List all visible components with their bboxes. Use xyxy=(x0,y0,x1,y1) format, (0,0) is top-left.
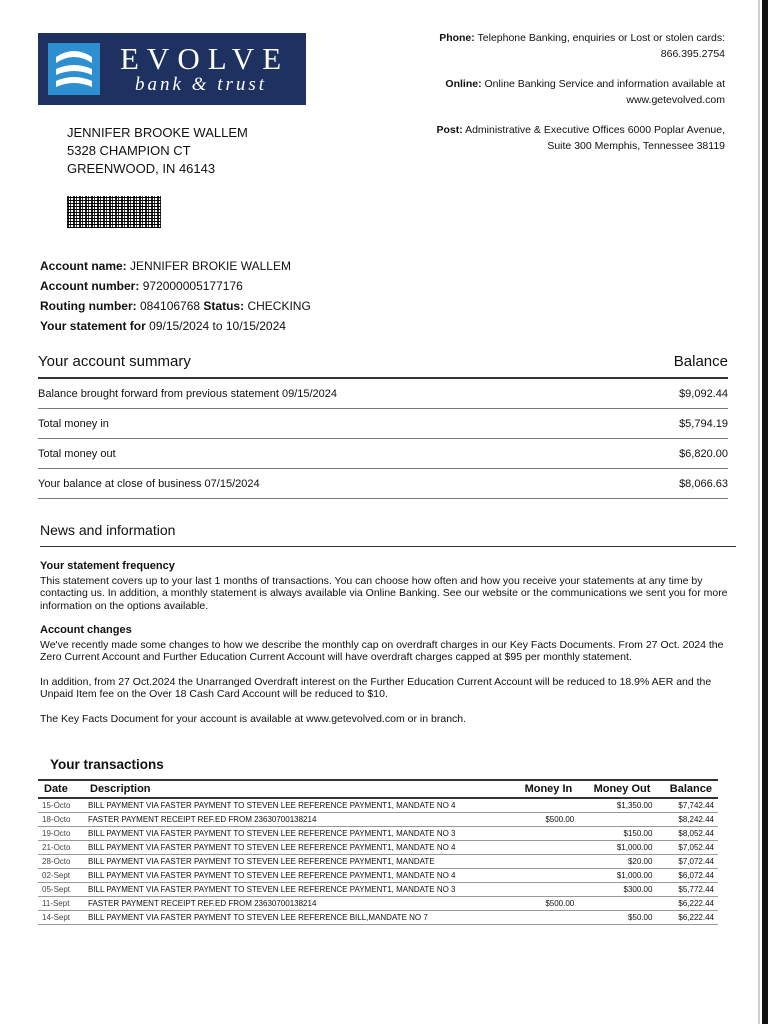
wave-logo-icon xyxy=(48,43,100,95)
tx-description: FASTER PAYMENT RECEIPT REF.ED FROM 23630700138214 xyxy=(84,897,510,911)
tx-description: BILL PAYMENT VIA FASTER PAYMENT TO STEVEN LEE REFERENCE PAYMENT1, MANDATE NO 4 xyxy=(84,841,510,855)
changes-heading: Account changes xyxy=(40,624,132,636)
account-details xyxy=(40,256,311,336)
col-money-in: Money In xyxy=(510,780,578,798)
tx-money-in xyxy=(510,798,578,813)
contact-block xyxy=(425,30,725,168)
tx-money-out: $1,000.00 xyxy=(578,869,656,883)
tx-money-in xyxy=(510,841,578,855)
account-summary xyxy=(38,345,728,499)
statement-period: 09/15/2024 to 10/15/2024 xyxy=(149,319,286,333)
tx-money-in xyxy=(510,911,578,925)
account-name: JENNIFER BROKIE WALLEM xyxy=(130,259,291,273)
account-number: 972000005177176 xyxy=(142,279,243,293)
tx-balance: $7,052.44 xyxy=(656,841,718,855)
tx-description: BILL PAYMENT VIA FASTER PAYMENT TO STEVEN LEE REFERENCE PAYMENT1, MANDATE NO 3 xyxy=(84,883,510,897)
summary-row xyxy=(38,379,728,409)
tx-date: 15-Octo xyxy=(38,798,84,813)
tx-balance: $7,742.44 xyxy=(656,798,718,813)
phone-text: Telephone Banking, enquiries or Lost or stolen cards: 866.395.2754 xyxy=(477,32,725,60)
summary-value: $5,794.19 xyxy=(679,417,728,430)
tx-balance: $6,072.44 xyxy=(656,869,718,883)
bank-subtitle: bank & trust xyxy=(135,74,268,95)
tx-balance: $8,242.44 xyxy=(656,813,718,827)
table-row xyxy=(38,855,718,869)
table-row xyxy=(38,883,718,897)
table-row xyxy=(38,813,718,827)
tx-balance: $8,052.44 xyxy=(656,827,718,841)
col-description: Description xyxy=(84,780,510,798)
tx-date: 11-Sept xyxy=(38,897,84,911)
tx-money-out: $1,000.00 xyxy=(578,841,656,855)
tx-balance: $5,772.44 xyxy=(656,883,718,897)
changes-paragraph: We've recently made some changes to how we describe the monthly cap on overdraft charges in our Key Facts Documents. From 27 Oct. 2024 the Zero Current Account and Further Education Current Account will have overdraft charges capped at $95 per monthly statement. xyxy=(40,638,724,663)
tx-money-in xyxy=(510,869,578,883)
post-label: Post: xyxy=(436,124,463,136)
tx-money-in: $500.00 xyxy=(510,897,578,911)
summary-label: Total money in xyxy=(38,417,109,430)
phone-label: Phone: xyxy=(439,32,475,44)
tx-money-out xyxy=(578,897,656,911)
summary-row xyxy=(38,409,728,439)
frequency-heading: Your statement frequency xyxy=(40,560,175,572)
summary-value: $8,066.63 xyxy=(679,477,728,490)
tx-money-in xyxy=(510,883,578,897)
tx-description: BILL PAYMENT VIA FASTER PAYMENT TO STEVEN LEE REFERENCE PAYMENT1, MANDATE xyxy=(84,855,510,869)
col-balance: Balance xyxy=(656,780,718,798)
tx-money-out: $300.00 xyxy=(578,883,656,897)
tx-balance: $6,222.44 xyxy=(656,911,718,925)
tx-money-in xyxy=(510,855,578,869)
tx-balance: $6,222.44 xyxy=(656,897,718,911)
tx-money-out: $1,350.00 xyxy=(578,798,656,813)
account-status: CHECKING xyxy=(247,299,311,313)
summary-label: Your balance at close of business 07/15/2024 xyxy=(38,477,260,490)
barcode-image xyxy=(67,196,161,228)
transactions-header-row xyxy=(38,780,718,798)
tx-date: 28-Octo xyxy=(38,855,84,869)
col-money-out: Money Out xyxy=(578,780,656,798)
tx-description: BILL PAYMENT VIA FASTER PAYMENT TO STEVEN LEE REFERENCE PAYMENT1, MANDATE NO 3 xyxy=(84,827,510,841)
routing-label: Routing number: xyxy=(40,299,137,313)
changes-paragraph: The Key Facts Document for your account is available at www.getevolved.com or in branch. xyxy=(40,712,467,725)
scan-edge-shadow xyxy=(758,0,760,1024)
tx-money-out: $150.00 xyxy=(578,827,656,841)
routing-number: 084106768 xyxy=(140,299,201,313)
account-number-label: Account number: xyxy=(40,279,140,293)
table-row xyxy=(38,841,718,855)
bank-name: EVOLVE xyxy=(120,41,290,76)
tx-money-in xyxy=(510,827,578,841)
tx-date: 21-Octo xyxy=(38,841,84,855)
online-label: Online: xyxy=(445,78,482,90)
address-line: 5328 CHAMPION CT xyxy=(67,143,191,158)
col-date: Date xyxy=(38,780,84,798)
tx-description: BILL PAYMENT VIA FASTER PAYMENT TO STEVEN LEE REFERENCE PAYMENT1, MANDATE NO 4 xyxy=(84,869,510,883)
tx-money-out xyxy=(578,813,656,827)
address-line: JENNIFER BROOKE WALLEM xyxy=(67,125,248,140)
tx-date: 02-Sept xyxy=(38,869,84,883)
summary-label: Total money out xyxy=(38,447,116,460)
scan-edge xyxy=(762,0,768,1024)
summary-row xyxy=(38,469,728,499)
tx-date: 18-Octo xyxy=(38,813,84,827)
status-label: Status: xyxy=(203,299,245,313)
table-row xyxy=(38,869,718,883)
post-text: Administrative & Executive Offices 6000 Poplar Avenue, Suite 300 Memphis, Tennessee 38119 xyxy=(465,124,725,152)
tx-date: 19-Octo xyxy=(38,827,84,841)
summary-balance-header: Balance xyxy=(673,352,728,370)
transactions-table xyxy=(38,779,718,925)
table-row xyxy=(38,827,718,841)
tx-money-in: $500.00 xyxy=(510,813,578,827)
tx-money-out: $50.00 xyxy=(578,911,656,925)
account-name-label: Account name: xyxy=(40,259,127,273)
tx-date: 14-Sept xyxy=(38,911,84,925)
tx-description: FASTER PAYMENT RECEIPT REF.ED FROM 23630700138214 xyxy=(84,813,510,827)
tx-date: 05-Sept xyxy=(38,883,84,897)
customer-address xyxy=(67,124,248,178)
summary-value: $9,092.44 xyxy=(679,387,728,400)
table-row xyxy=(38,911,718,925)
tx-description: BILL PAYMENT VIA FASTER PAYMENT TO STEVEN LEE REFERENCE BILL,MANDATE NO 7 xyxy=(84,911,510,925)
address-line: GREENWOOD, IN 46143 xyxy=(67,161,216,176)
summary-value: $6,820.00 xyxy=(679,447,728,460)
bank-logo xyxy=(38,33,306,105)
news-title: News and information xyxy=(40,522,736,547)
tx-description: BILL PAYMENT VIA FASTER PAYMENT TO STEVEN LEE REFERENCE PAYMENT1, MANDATE NO 4 xyxy=(84,798,510,813)
table-row xyxy=(38,897,718,911)
tx-money-out: $20.00 xyxy=(578,855,656,869)
summary-label: Balance brought forward from previous statement 09/15/2024 xyxy=(38,387,338,400)
period-label: Your statement for xyxy=(40,319,146,333)
transactions-table-wrap xyxy=(38,779,728,925)
online-text: Online Banking Service and information available at www.getevolved.com xyxy=(484,78,725,106)
tx-balance: $7,072.44 xyxy=(656,855,718,869)
changes-paragraph: In addition, from 27 Oct.2024 the Unarranged Overdraft interest on the Further Education Current Account will be reduced to 18.9% AER and the Unpaid Item fee on the Over 18 Cash Card Account will be reduced to $10. xyxy=(40,675,712,700)
transactions-title: Your transactions xyxy=(50,757,164,772)
table-row xyxy=(38,798,718,813)
news-section xyxy=(40,560,730,737)
summary-title: Your account summary xyxy=(38,352,191,370)
frequency-text: This statement covers up to your last 1 months of transactions. You can choose how often and how you receive your statements at any time by contacting us. In addition, a monthly statement is always available via Online Banking. See our website or the communications we sent you for more information on the options available. xyxy=(40,574,728,612)
summary-row xyxy=(38,439,728,469)
